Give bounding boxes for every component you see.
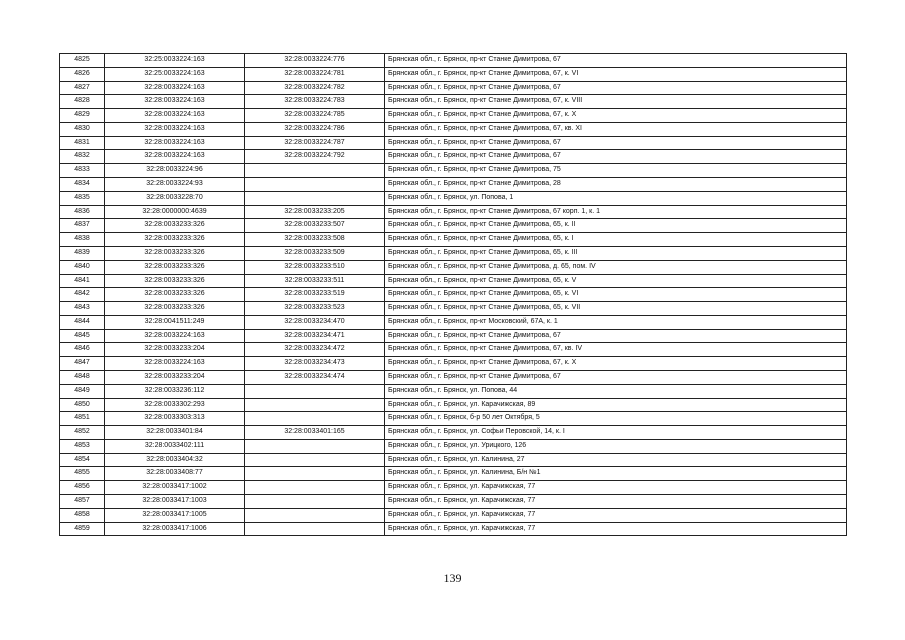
property-registry-table [59,53,847,536]
cadastral-number-cell: 32:28:0033224:163 [105,122,245,136]
cadastral-number-cell: 32:28:0033233:326 [105,246,245,260]
related-cadastral-number-cell: 32:28:0033401:165 [245,426,385,440]
related-cadastral-number-cell: 32:28:0033233:507 [245,219,385,233]
table-row [60,357,847,371]
table-row [60,453,847,467]
address-cell: Брянская обл., г. Брянск, ул. Карачижская, 77 [385,522,847,536]
related-cadastral-number-cell [245,481,385,495]
address-cell: Брянская обл., г. Брянск, пр-кт Станке Димитрова, 65, к. V [385,274,847,288]
row-number-cell: 4836 [60,205,105,219]
table-row [60,122,847,136]
address-cell: Брянская обл., г. Брянск, б-р 50 лет Октября, 5 [385,412,847,426]
table-row [60,426,847,440]
row-number-cell: 4845 [60,329,105,343]
cadastral-number-cell: 32:28:0033417:1006 [105,522,245,536]
row-number-cell: 4831 [60,136,105,150]
cadastral-number-cell: 32:28:0033233:326 [105,288,245,302]
row-number-cell: 4834 [60,178,105,192]
table-row [60,191,847,205]
address-cell: Брянская обл., г. Брянск, пр-кт Станке Димитрова, 67, к. VIII [385,95,847,109]
cadastral-number-cell: 32:28:0033417:1003 [105,495,245,509]
table-row [60,288,847,302]
row-number-cell: 4854 [60,453,105,467]
row-number-cell: 4846 [60,343,105,357]
row-number-cell: 4826 [60,67,105,81]
address-cell: Брянская обл., г. Брянск, пр-кт Станке Димитрова, 67, к. VI [385,67,847,81]
cadastral-number-cell: 32:28:0033224:163 [105,136,245,150]
address-cell: Брянская обл., г. Брянск, пр-кт Станке Димитрова, д. 65, пом. IV [385,260,847,274]
related-cadastral-number-cell: 32:28:0033233:511 [245,274,385,288]
table-row [60,246,847,260]
row-number-cell: 4835 [60,191,105,205]
related-cadastral-number-cell: 32:28:0033233:523 [245,302,385,316]
related-cadastral-number-cell: 32:28:0033233:509 [245,246,385,260]
cadastral-number-cell: 32:28:0033401:84 [105,426,245,440]
row-number-cell: 4852 [60,426,105,440]
related-cadastral-number-cell [245,495,385,509]
cadastral-number-cell: 32:28:0033233:204 [105,370,245,384]
related-cadastral-number-cell [245,164,385,178]
related-cadastral-number-cell: 32:28:0033224:782 [245,81,385,95]
cadastral-number-cell: 32:25:0033224:163 [105,67,245,81]
cadastral-number-cell: 32:28:0033236:112 [105,384,245,398]
related-cadastral-number-cell [245,522,385,536]
row-number-cell: 4844 [60,315,105,329]
row-number-cell: 4827 [60,81,105,95]
related-cadastral-number-cell: 32:28:0033233:510 [245,260,385,274]
cadastral-number-cell: 32:28:0033408:77 [105,467,245,481]
row-number-cell: 4832 [60,150,105,164]
address-cell: Брянская обл., г. Брянск, ул. Карачижская, 77 [385,508,847,522]
table-row [60,481,847,495]
address-cell: Брянская обл., г. Брянск, пр-кт Станке Димитрова, 67 [385,370,847,384]
related-cadastral-number-cell: 32:28:0033224:776 [245,54,385,68]
table-row [60,274,847,288]
table-row [60,384,847,398]
cadastral-number-cell: 32:28:0033233:326 [105,274,245,288]
related-cadastral-number-cell: 32:28:0033234:474 [245,370,385,384]
address-cell: Брянская обл., г. Брянск, пр-кт Станке Димитрова, 67, кв. XI [385,122,847,136]
cadastral-number-cell: 32:28:0041511:249 [105,315,245,329]
address-cell: Брянская обл., г. Брянск, пр-кт Станке Димитрова, 67 [385,136,847,150]
cadastral-number-cell: 32:28:0033404:32 [105,453,245,467]
row-number-cell: 4858 [60,508,105,522]
cadastral-number-cell: 32:28:0033402:111 [105,439,245,453]
table-row [60,260,847,274]
address-cell: Брянская обл., г. Брянск, пр-кт Станке Димитрова, 67, кв. IV [385,343,847,357]
address-cell: Брянская обл., г. Брянск, ул. Софьи Перовской, 14, к. I [385,426,847,440]
row-number-cell: 4855 [60,467,105,481]
row-number-cell: 4842 [60,288,105,302]
row-number-cell: 4843 [60,302,105,316]
related-cadastral-number-cell: 32:28:0033234:473 [245,357,385,371]
cadastral-number-cell: 32:28:0033228:70 [105,191,245,205]
related-cadastral-number-cell [245,384,385,398]
row-number-cell: 4847 [60,357,105,371]
related-cadastral-number-cell: 32:28:0033233:205 [245,205,385,219]
table-row [60,136,847,150]
row-number-cell: 4829 [60,109,105,123]
table-row [60,54,847,68]
cadastral-number-cell: 32:28:0033417:1002 [105,481,245,495]
related-cadastral-number-cell: 32:28:0033234:472 [245,343,385,357]
address-cell: Брянская обл., г. Брянск, пр-кт Станке Димитрова, 65, к. VI [385,288,847,302]
table-row [60,508,847,522]
row-number-cell: 4850 [60,398,105,412]
row-number-cell: 4849 [60,384,105,398]
table-row [60,302,847,316]
cadastral-number-cell: 32:28:0033233:326 [105,302,245,316]
address-cell: Брянская обл., г. Брянск, пр-кт Станке Димитрова, 65, к. III [385,246,847,260]
address-cell: Брянская обл., г. Брянск, пр-кт Станке Димитрова, 67 [385,150,847,164]
table-row [60,205,847,219]
cadastral-number-cell: 32:28:0033224:163 [105,357,245,371]
table-row [60,95,847,109]
related-cadastral-number-cell: 32:28:0033224:786 [245,122,385,136]
row-number-cell: 4825 [60,54,105,68]
table-row [60,233,847,247]
row-number-cell: 4837 [60,219,105,233]
address-cell: Брянская обл., г. Брянск, ул. Урицкого, 126 [385,439,847,453]
cadastral-number-cell: 32:28:0033233:326 [105,219,245,233]
related-cadastral-number-cell: 32:28:0033224:792 [245,150,385,164]
table-row [60,315,847,329]
cadastral-number-cell: 32:25:0033224:163 [105,54,245,68]
row-number-cell: 4859 [60,522,105,536]
table-row [60,370,847,384]
row-number-cell: 4848 [60,370,105,384]
related-cadastral-number-cell [245,412,385,426]
related-cadastral-number-cell [245,178,385,192]
related-cadastral-number-cell [245,398,385,412]
address-cell: Брянская обл., г. Брянск, пр-кт Московский, 67А, к. 1 [385,315,847,329]
address-cell: Брянская обл., г. Брянск, ул. Попова, 44 [385,384,847,398]
cadastral-number-cell: 32:28:0033233:326 [105,260,245,274]
related-cadastral-number-cell: 32:28:0033224:785 [245,109,385,123]
cadastral-number-cell: 32:28:0033303:313 [105,412,245,426]
related-cadastral-number-cell [245,191,385,205]
row-number-cell: 4838 [60,233,105,247]
cadastral-number-cell: 32:28:0033224:163 [105,109,245,123]
related-cadastral-number-cell [245,467,385,481]
address-cell: Брянская обл., г. Брянск, пр-кт Станке Димитрова, 65, к. II [385,219,847,233]
address-cell: Брянская обл., г. Брянск, ул. Карачижская, 89 [385,398,847,412]
table-row [60,109,847,123]
cadastral-number-cell: 32:28:0033233:204 [105,343,245,357]
related-cadastral-number-cell: 32:28:0033224:783 [245,95,385,109]
cadastral-number-cell: 32:28:0033417:1005 [105,508,245,522]
table-row [60,329,847,343]
table-row [60,150,847,164]
address-cell: Брянская обл., г. Брянск, пр-кт Станке Димитрова, 67 [385,81,847,95]
table-row [60,439,847,453]
table-row [60,67,847,81]
related-cadastral-number-cell: 32:28:0033233:519 [245,288,385,302]
table-row [60,467,847,481]
cadastral-number-cell: 32:28:0033224:163 [105,150,245,164]
row-number-cell: 4833 [60,164,105,178]
row-number-cell: 4857 [60,495,105,509]
related-cadastral-number-cell: 32:28:0033234:471 [245,329,385,343]
address-cell: Брянская обл., г. Брянск, пр-кт Станке Димитрова, 67, к. X [385,357,847,371]
address-cell: Брянская обл., г. Брянск, пр-кт Станке Димитрова, 65, к. I [385,233,847,247]
address-cell: Брянская обл., г. Брянск, пр-кт Станке Димитрова, 28 [385,178,847,192]
cadastral-number-cell: 32:28:0033302:293 [105,398,245,412]
address-cell: Брянская обл., г. Брянск, ул. Попова, 1 [385,191,847,205]
cadastral-number-cell: 32:28:0033233:326 [105,233,245,247]
page-number: 139 [443,571,462,585]
address-cell: Брянская обл., г. Брянск, пр-кт Станке Димитрова, 75 [385,164,847,178]
cadastral-number-cell: 32:28:0033224:163 [105,95,245,109]
row-number-cell: 4853 [60,439,105,453]
table-row [60,343,847,357]
row-number-cell: 4830 [60,122,105,136]
table-row [60,164,847,178]
table-row [60,81,847,95]
related-cadastral-number-cell: 32:28:0033233:508 [245,233,385,247]
cadastral-number-cell: 32:28:0033224:163 [105,81,245,95]
cadastral-number-cell: 32:28:0033224:93 [105,178,245,192]
cadastral-number-cell: 32:28:0033224:96 [105,164,245,178]
row-number-cell: 4851 [60,412,105,426]
address-cell: Брянская обл., г. Брянск, пр-кт Станке Димитрова, 67, к. X [385,109,847,123]
row-number-cell: 4840 [60,260,105,274]
row-number-cell: 4856 [60,481,105,495]
row-number-cell: 4839 [60,246,105,260]
row-number-cell: 4841 [60,274,105,288]
address-cell: Брянская обл., г. Брянск, пр-кт Станке Димитрова, 65, к. VII [385,302,847,316]
related-cadastral-number-cell: 32:28:0033224:787 [245,136,385,150]
cadastral-number-cell: 32:28:0000000:4639 [105,205,245,219]
related-cadastral-number-cell: 32:28:0033224:781 [245,67,385,81]
address-cell: Брянская обл., г. Брянск, ул. Карачижская, 77 [385,495,847,509]
related-cadastral-number-cell: 32:28:0033234:470 [245,315,385,329]
table-row [60,522,847,536]
table-row [60,398,847,412]
table-row [60,412,847,426]
related-cadastral-number-cell [245,508,385,522]
address-cell: Брянская обл., г. Брянск, ул. Калинина, 27 [385,453,847,467]
address-cell: Брянская обл., г. Брянск, пр-кт Станке Димитрова, 67 корп. 1, к. 1 [385,205,847,219]
cadastral-number-cell: 32:28:0033224:163 [105,329,245,343]
related-cadastral-number-cell [245,439,385,453]
address-cell: Брянская обл., г. Брянск, пр-кт Станке Димитрова, 67 [385,329,847,343]
table-body [60,54,847,536]
row-number-cell: 4828 [60,95,105,109]
table-row [60,219,847,233]
related-cadastral-number-cell [245,453,385,467]
address-cell: Брянская обл., г. Брянск, пр-кт Станке Димитрова, 67 [385,54,847,68]
table-row [60,178,847,192]
address-cell: Брянская обл., г. Брянск, ул. Карачижская, 77 [385,481,847,495]
table-row [60,495,847,509]
address-cell: Брянская обл., г. Брянск, ул. Калинина, Б/н №1 [385,467,847,481]
